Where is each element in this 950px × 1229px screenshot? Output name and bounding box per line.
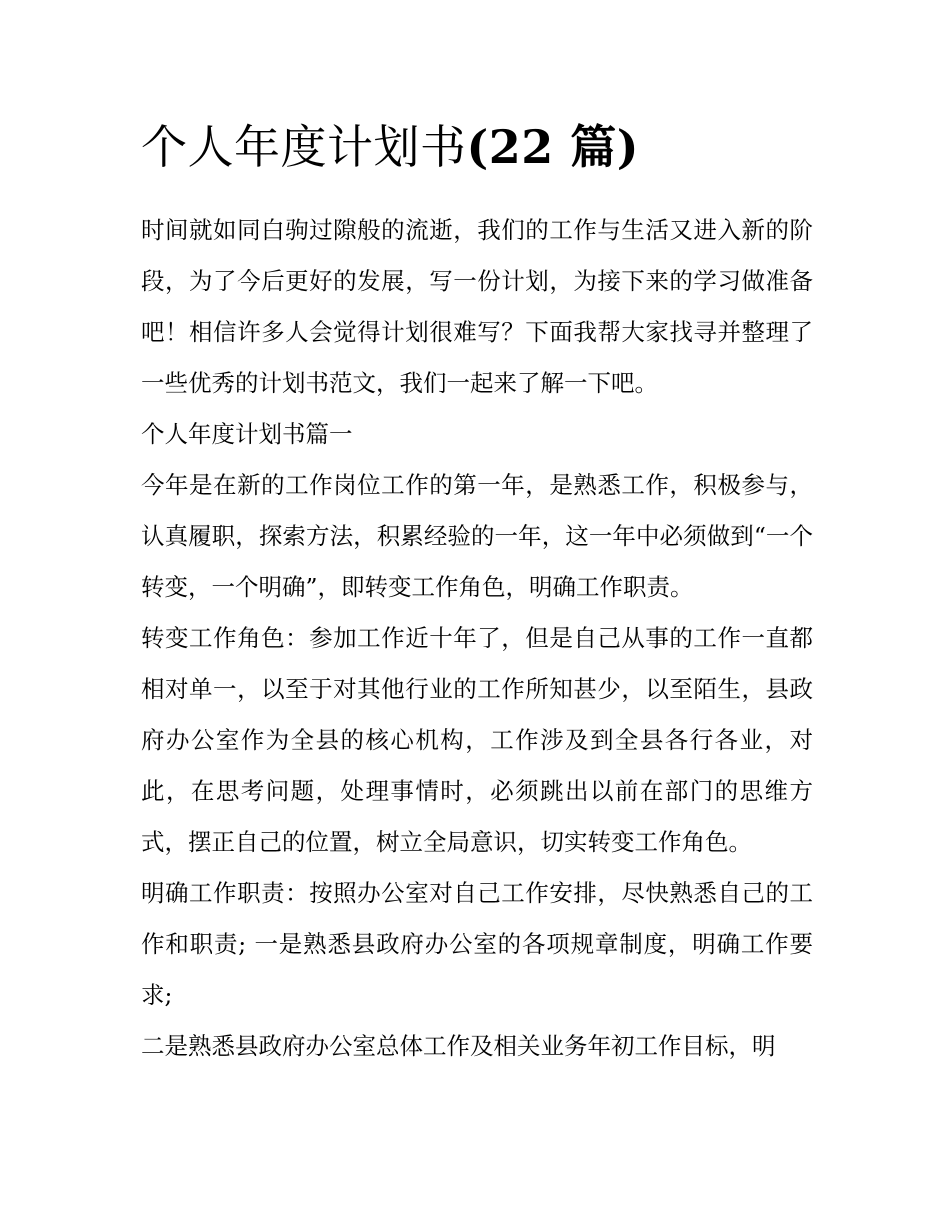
section-heading-part-one: 个人年度计划书篇一 [141, 420, 353, 448]
title-count: (22 篇) [466, 120, 640, 174]
paragraph-second-point: 二是熟悉县政府办公室总体工作及相关业务年初工作目标，明 [141, 1032, 776, 1060]
title-main: 个人年度计划书 [141, 120, 467, 174]
paragraph-intro: 时间就如同白驹过隙般的流逝，我们的工作与生活又进入新的阶段，为了今后更好的发展，写一份计划，为接下来的学习做准备吧！相信许多人会觉得计划很难写？下面我帮大家找寻并整理了一些优秀的计划书范文，我们一起来了解一下吧。 [141, 216, 813, 397]
paragraph-change-role: 转变工作角色：参加工作近十年了，但是自己从事的工作一直都相对单一，以至于对其他行业的工作所知甚少，以至陌生，县政府办公室作为全县的核心机构，工作涉及到全县各行各业，对此，在思考问题，处理事情时，必须跳出以前在部门的思维方式，摆正自己的位置，树立全局意识，切实转变工作角色。 [141, 624, 813, 856]
paragraph-clarify-duties: 明确工作职责：按照办公室对自己工作安排，尽快熟悉自己的工作和职责; 一是熟悉县政府办公室的各项规章制度，明确工作要求; [141, 879, 813, 1009]
document-title [141, 115, 813, 179]
document-content [141, 115, 813, 1072]
paragraph-first-year: 今年是在新的工作岗位工作的第一年，是熟悉工作，积极参与，认真履职，探索方法，积累经验的一年，这一年中必须做到“一个转变，一个明确”，即转变工作角色，明确工作职责。 [141, 471, 813, 601]
